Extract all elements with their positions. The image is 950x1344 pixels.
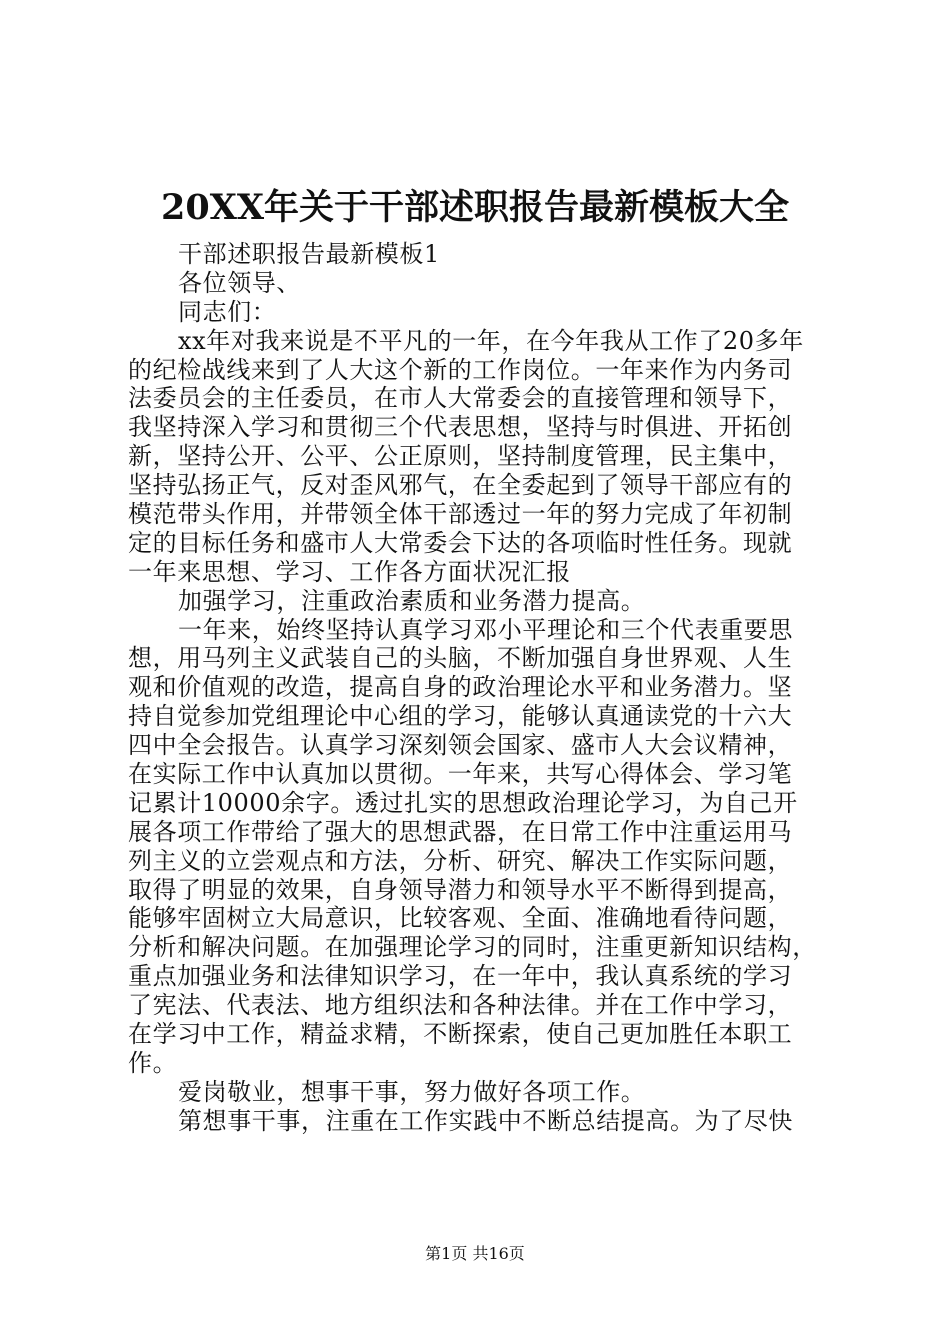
text-line: 作。 [128,1048,178,1077]
text-line: 一年来思想、学习、工作各方面状况汇报 [128,557,571,586]
text-line: 分析和解决问题。在加强理论学习的同时，注重更新知识结构， [128,933,817,962]
text-line: 一年来，始终坚持认真学习邓小平理论和三个代表重要思 [178,615,793,644]
text-line: 展各项工作带给了强大的思想武器，在日常工作中注重运用马 [128,817,793,846]
text-line: 四中全会报告。认真学习深刻领会国家、盛市人大会议精神， [128,731,793,760]
document-title: 20XX年关于干部述职报告最新模板大全 [160,187,790,228]
text-line: 持自觉参加党组理论中心组的学习，能够认真通读党的十六大 [128,702,793,731]
text-line: 同志们： [178,297,277,326]
text-line: 的纪检战线来到了人大这个新的工作岗位。一年来作为内务司 [128,355,793,384]
text-line: 观和价值观的改造，提高自身的政治理论水平和业务潜力。坚 [128,673,793,702]
text-line: 重点加强业务和法律知识学习，在一年中，我认真系统的学习 [128,962,793,991]
text-line: 定的目标任务和盛市人大常委会下达的各项临时性任务。现就 [128,528,793,557]
text-line: 在学习中工作，精益求精，不断探索，使自己更加胜任本职工 [128,1020,793,1049]
text-line: 能够牢固树立大局意识，比较客观、全面、准确地看待问题， [128,904,793,933]
text-line: 我坚持深入学习和贯彻三个代表思想，坚持与时俱进、开拓创 [128,413,793,442]
text-line: 取得了明显的效果，自身领导潜力和领导水平不断得到提高， [128,875,793,904]
text-line: 爱岗敬业，想事干事，努力做好各项工作。 [178,1077,646,1106]
text-line: 在实际工作中认真加以贯彻。一年来，共写心得体会、学习笔 [128,760,793,789]
text-line: 加强学习，注重政治素质和业务潜力提高。 [178,586,646,615]
text-line: 想，用马列主义武装自己的头脑，不断加强自身世界观、人生 [128,644,793,673]
text-line: xx年对我来说是不平凡的一年，在今年我从工作了20多年 [178,326,804,355]
text-line: 各位领导、 [178,268,301,297]
text-line: 干部述职报告最新模板1 [178,240,440,268]
text-line: 坚持弘扬正气，反对歪风邪气，在全委起到了领导干部应有的 [128,471,793,500]
text-line: 了宪法、代表法、地方组织法和各种法律。并在工作中学习， [128,991,793,1020]
text-line: 法委员会的主任委员，在市人大常委会的直接管理和领导下， [128,384,793,413]
page-number-footer: 第1页 共16页 [425,1244,525,1263]
text-line: 列主义的立尝观点和方法，分析、研究、解决工作实际问题， [128,846,793,875]
text-line: 模范带头作用，并带领全体干部透过一年的努力完成了年初制 [128,500,793,529]
text-line: 新，坚持公开、公平、公正原则，坚持制度管理，民主集中， [128,442,793,471]
document-body [128,240,848,1136]
text-line: 记累计10000余字。透过扎实的思想政治理论学习，为自己开 [128,788,798,817]
text-line: 第想事干事，注重在工作实践中不断总结提高。为了尽快 [178,1106,793,1135]
